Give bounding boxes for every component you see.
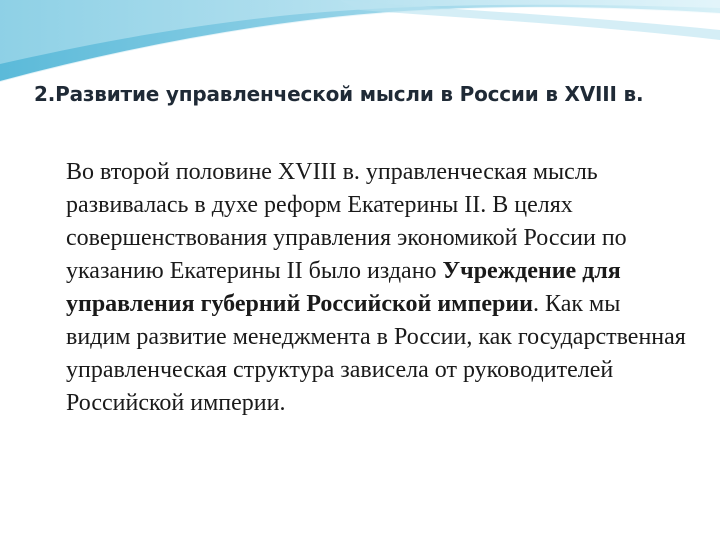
body-text-part1: Во второй половине XVIII в. управленческая мысль развивалась в духе реформ Екатерины II. В целях совершенствования управления экономикой России по указанию Екатерины II было издано: [66, 159, 627, 284]
header-wave-decoration: [0, 0, 720, 90]
body-paragraph: [66, 156, 686, 420]
body-text-bold-document-name: Учреждение для управления губерний Российской империи: [66, 258, 621, 317]
slide-title: 2.Развитие управленческой мысли в России в XVIII в.: [34, 82, 644, 106]
body-text-part2: . Как мы видим развитие менеджмента в России, как государственная управленческая структура зависела от руководителей Российской империи.: [66, 291, 686, 416]
